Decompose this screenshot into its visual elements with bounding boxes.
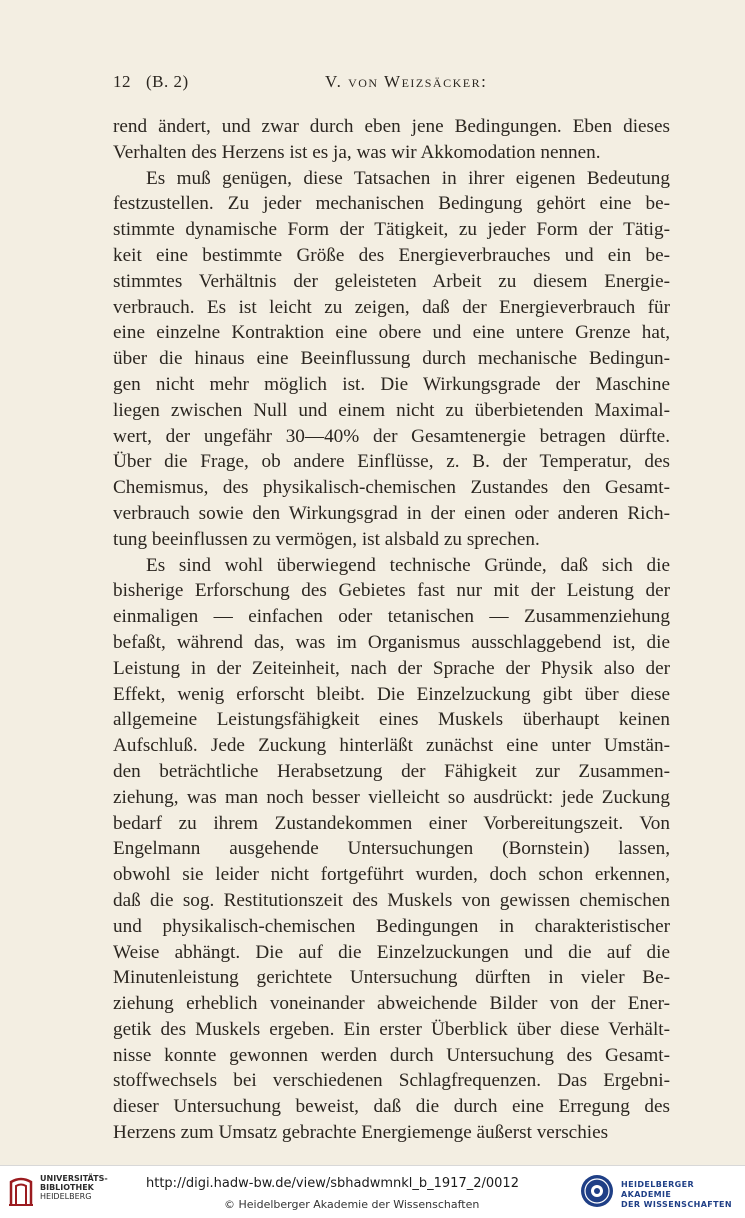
text-line: Herzens zum Umsatz gebrachte Energiemenge äußerst verschies: [113, 1122, 609, 1144]
permalink-url[interactable]: http://digi.hadw-bw.de/view/sbhadwmnkl_b_1917_2/0012: [146, 1176, 519, 1191]
academy-seal-logo-icon: [579, 1173, 615, 1209]
text-line: Es sind wohl überwiegend technische Gründe, daß sich die: [146, 554, 670, 576]
footer-bar: [0, 1165, 745, 1218]
text-line: und physikalisch-chemischen Bedingungen in charakteristischer: [113, 915, 670, 937]
text-line: obwohl sie leider nicht fortgeführt wurden, doch schon erkennen,: [113, 864, 670, 886]
text-line: Aufschluß. Jede Zuckung hinterläßt zunächst eine unter Umstän-: [113, 735, 670, 757]
text-line: keit eine bestimmte Größe des Energieverbrauches und ein be-: [113, 244, 670, 266]
text-line: den beträchtliche Herabsetzung der Fähigkeit zur Zusammen-: [113, 760, 670, 782]
text-line: einmaligen — einfachen oder tetanischen — Zusammenziehung: [113, 606, 670, 628]
text-line: stoffwechsels bei verschiedenen Schlagfrequenzen. Das Ergebni-: [113, 1070, 670, 1092]
text-line: Minutenleistung gerichtete Untersuchung dürften in vieler Be-: [113, 967, 670, 989]
text-line: nisse konnte gewonnen werden durch Untersuchung des Gesamt-: [113, 1044, 670, 1066]
text-line: stimmte dynamische Form der Tätigkeit, zu jeder Form der Tätig-: [113, 219, 670, 241]
text-line: Leistung in der Zeiteinheit, nach der Sprache der Physik also der: [113, 657, 670, 679]
text-line: wert, der ungefähr 30—40% der Gesamtenergie betragen dürfte.: [113, 425, 670, 447]
running-head-author: V. von Weizsäcker:: [325, 72, 488, 91]
text-line: daß die sog. Restitutionszeit des Muskels von gewissen chemischen: [113, 889, 670, 911]
text-line: festzustellen. Zu jeder mechanischen Bedingung gehört eine be-: [113, 193, 670, 215]
text-line: Es muß genügen, diese Tatsachen in ihrer eigenen Bedeutung: [146, 167, 670, 189]
text-line: Chemismus, des physikalisch-chemischen Zustandes den Gesamt-: [113, 477, 670, 499]
text-line: rend ändert, und zwar durch eben jene Bedingungen. Eben dieses: [113, 116, 670, 137]
text-line: liegen zwischen Null und einem nicht zu überbietenden Maximal-: [113, 399, 670, 421]
page-number: 12: [113, 72, 131, 91]
text-line: ziehung erheblich voneinander abweichende Bilder von der Ener-: [113, 993, 670, 1015]
text-line: Weise abhängt. Die auf die Einzelzuckungen und die auf die: [113, 941, 670, 963]
text-line: dieser Untersuchung beweist, daß die durch eine Erregung des: [113, 1096, 670, 1118]
text-line: Verhalten des Herzens ist es ja, was wir Akkomodation nennen.: [113, 141, 601, 163]
copyright-notice: © Heidelberger Akademie der Wissenschaften: [224, 1198, 480, 1211]
text-line: ziehung, was man noch besser vielleicht so ausdrückt: jede Zuckung: [113, 786, 670, 808]
text-line: allgemeine Leistungsfähigkeit eines Muskels überhaupt keinen: [113, 709, 670, 731]
section-reference: (B. 2): [146, 72, 189, 91]
text-line: gen nicht mehr möglich ist. Die Wirkungsgrade der Maschine: [113, 373, 670, 395]
text-line: Engelmann ausgehende Untersuchungen (Bornstein) lassen,: [113, 838, 670, 860]
text-line: tung beeinflussen zu vermögen, ist alsbald zu sprechen.: [113, 528, 540, 550]
library-name: UNIVERSITÄTS- BIBLIOTHEK HEIDELBERG: [40, 1174, 108, 1201]
text-line: befaßt, während das, was im Organismus ausschlaggebend ist, die: [113, 631, 670, 653]
text-line: stimmtes Verhältnis der geleisteten Arbeit zu diesem Energie-: [113, 270, 670, 292]
body-text: [113, 114, 670, 1146]
text-line: bisherige Erforschung des Gebietes fast nur mit der Leistung der: [113, 580, 670, 602]
text-line: Effekt, wenig erforscht bleibt. Die Einzelzuckung gibt über diese: [113, 683, 670, 705]
text-line: verbrauch. Es ist leicht zu zeigen, daß der Energieverbrauch für: [113, 296, 670, 318]
text-line: Über die Frage, ob andere Einflüsse, z. B. der Temperatur, des: [113, 451, 670, 473]
text-line: bedarf zu ihrem Zustandekommen einer Vorbereitungszeit. Von: [113, 812, 670, 834]
university-library-logo-icon: [8, 1174, 34, 1208]
academy-name: HEIDELBERGER AKADEMIE DER WISSENSCHAFTEN: [621, 1180, 732, 1209]
text-line: getik des Muskels ergeben. Ein erster Überblick über diese Verhält-: [113, 1018, 670, 1040]
text-line: verbrauch sowie den Wirkungsgrad in der einen oder anderen Rich-: [113, 502, 670, 524]
text-line: eine einzelne Kontraktion eine obere und eine untere Grenze hat,: [113, 322, 670, 344]
text-line: über die hinaus eine Beeinflussung durch mechanische Bedingun-: [113, 348, 670, 370]
